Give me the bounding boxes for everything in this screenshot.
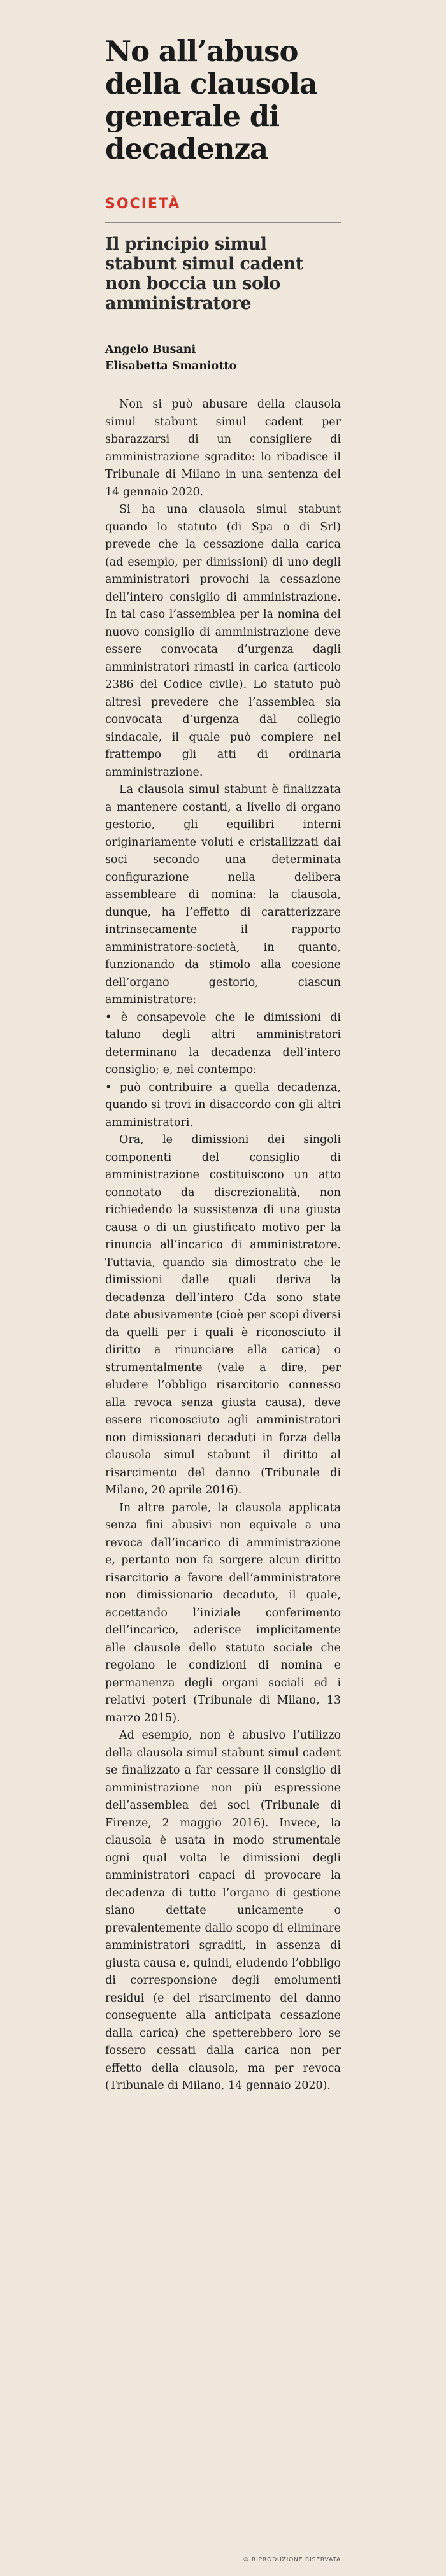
body-paragraph: Si ha una clausola simul stabunt quando lo statuto (di Spa o di Srl) prevede che la cessazione dalla carica (ad esempio, per dimissioni) di uno degli amministratori provochi la cessazione dell’intero consiglio di amministrazione. In tal caso l’assemblea per la nomina del nuovo consiglio di amministrazione deve essere convocata d’urgenza dagli amministratori rimasti in carica (articolo 2386 del Codice civile). Lo statuto può altresì prevedere che l’assemblea sia convocata d’urgenza dal collegio sindacale, il quale può compiere nel frattempo gli atti di ordinaria amministrazione. <box>105 503 341 779</box>
body-paragraph: Ad esempio, non è abusivo l’utilizzo della clausola simul stabunt simul cadent se finalizzato a far cessare il consiglio di amministrazione non più espressione dell’assemblea dei soci (Tribunale di Firenze, 2 maggio 2016). Invece, la clausola è usata in modo strumentale ogni qual volta le dimissioni degli amministratori capaci di provocare la decadenza di tutto l’organo di gestione siano dettate unicamente o prevalentemente dallo scopo di eliminare amministratori sgraditi, in assenza di giusta causa e, quindi, eludendo l’obbligo di corresponsione degli emolumenti residui (e del risarcimento del danno conseguente alla anticipata cessazione dalla carica) che spetterebbero loro se fossero cessati dalla carica non per effetto della clausola, ma per revoca (Tribunale di Milano, 14 gennaio 2020). <box>105 1729 341 2092</box>
body-paragraph: Non si può abusare della clausola simul stabunt simul cadent per sbarazzarsi di un consigliere di amministrazione sgradito: lo ribadisce il Tribunale di Milano in una sentenza del 14 gennaio 2020. <box>105 398 341 499</box>
section-divider <box>105 222 341 223</box>
author-name: Elisabetta Smaniotto <box>105 360 237 373</box>
article-subtitle: Il principio simul stabunt simul cadent non boccia un solo amministratore <box>105 234 303 313</box>
article-body <box>105 396 341 2095</box>
article-title: No all’abuso della clausola generale di decadenza <box>105 34 318 166</box>
bullet-paragraph: • è consapevole che le dimissioni di taluno degli altri amministratori determinano la decadenza dell’intero consiglio; e, nel contempo: <box>105 1011 341 1076</box>
bullet-paragraph: • può contribuire a quella decadenza, quando si trovi in disaccordo con gli altri amministratori. <box>105 1081 341 1129</box>
body-paragraph: La clausola simul stabunt è finalizzata a mantenere costanti, a livello di organo gestorio, gli equilibri interni originariamente voluti e cristallizzati dai soci secondo una determinata configurazione nella delibera assembleare di nomina: la clausola, dunque, ha l’effetto di caratterizzare intrinsecamente il rapporto amministratore-società, in quanto, funzionando da stimolo alla coesione dell’organo gestorio, ciascun amministratore: <box>105 783 341 1006</box>
author-name: Angelo Busani <box>105 343 196 356</box>
section-label: SOCIETÀ <box>105 196 181 212</box>
body-paragraph: Ora, le dimissioni dei singoli componenti del consiglio di amministrazione costituiscono un atto connotato da discrezionalità, non richiedendo la sussistenza di una giusta causa o di un giustificato motivo per la rinuncia all’incarico di amministratore. Tuttavia, quando sia dimostrato che le dimissioni dalle quali deriva la decadenza dell’intero Cda sono state date abusivamente (cioè per scopi diversi da quelli per i quali è riconosciuto il diritto a rinunciare alla carica) o strumentalmente (vale a dire, per eludere l’obbligo risarcitorio connesso alla revoca senza giusta causa), deve essere riconosciuto agli amministratori non dimissionari decaduti in forza della clausola simul stabunt il diritto al risarcimento del danno (Tribunale di Milano, 20 aprile 2016). <box>105 1134 341 1497</box>
copyright-notice: © RIPRODUZIONE RISERVATA <box>243 2556 341 2563</box>
body-paragraph: In altre parole, la clausola applicata senza fini abusivi non equivale a una revoca dall’incarico di amministrazione e, pertanto non fa sorgere alcun diritto risarcitorio a favore dell’amministratore non dimissionario decaduto, il quale, accettando l’iniziale conferimento dell’incarico, aderisce implicitamente alle clausole dello statuto sociale che regolano le condizioni di nomina e permanenza degli organi sociali ed i relativi poteri (Tribunale di Milano, 13 marzo 2015). <box>105 1501 341 1725</box>
article-authors <box>105 341 341 374</box>
